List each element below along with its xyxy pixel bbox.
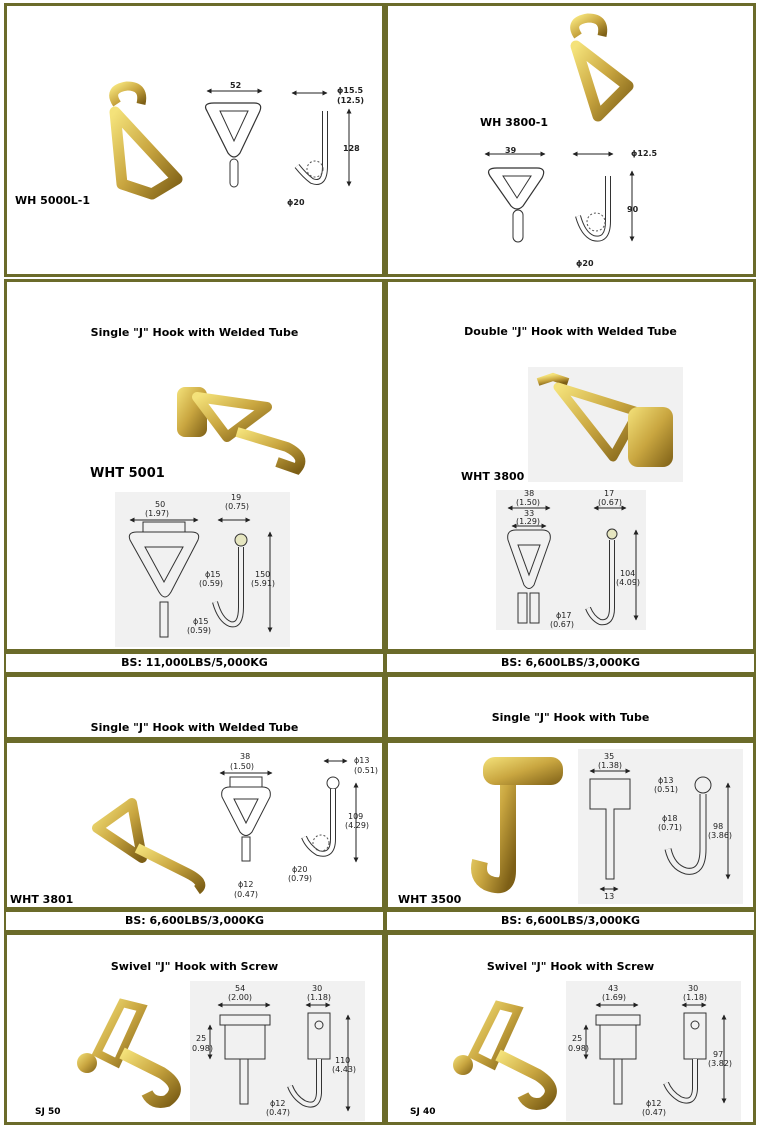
dimension-label: 98 <box>713 822 724 831</box>
dimension-label: 54 <box>235 984 246 993</box>
product-code: WHT 3800 <box>461 470 525 483</box>
dim-height: 90 <box>627 205 639 214</box>
dimension-label: (1.38) <box>598 761 623 770</box>
product-cell-wh3800 <box>385 3 756 277</box>
dimension-label: (1.18) <box>307 993 332 1002</box>
dimension-label: 38 <box>240 752 251 761</box>
dim-width: 39 <box>505 146 517 155</box>
product-title: Swivel "J" Hook with Screw <box>110 960 279 973</box>
hook-photo <box>67 993 192 1113</box>
dimension-label: 17 <box>604 489 615 498</box>
dim-hook: ϕ20 <box>576 259 594 268</box>
dimension-label: (1.18) <box>683 993 708 1002</box>
product-cell-wh5000l <box>4 3 385 277</box>
dimension-label: (1.50) <box>230 762 255 771</box>
dimension-drawing-front <box>485 146 565 256</box>
dimension-label: (1.69) <box>602 993 627 1002</box>
dimension-label: 0.98) <box>568 1044 589 1053</box>
dimension-label: (0.75) <box>225 502 250 511</box>
dimension-label: 35 <box>604 752 615 761</box>
dimension-label: (3.82) <box>708 1059 733 1068</box>
product-code: SJ 50 <box>35 1107 61 1117</box>
dim-width: 52 <box>230 81 242 90</box>
dimension-label: (4.43) <box>332 1065 357 1074</box>
dimension-label: 109 <box>348 812 364 821</box>
dimension-label: (0.59) <box>199 579 224 588</box>
dimension-label: (0.71) <box>658 823 683 832</box>
product-code: WHT 3500 <box>398 893 462 906</box>
dim-top-alt: (12.5) <box>337 96 365 105</box>
dimension-label: (0.67) <box>550 620 575 629</box>
dimension-label: 30 <box>688 984 699 993</box>
product-code: SJ 40 <box>410 1107 436 1117</box>
product-title: Single "J" Hook with Welded Tube <box>90 326 299 339</box>
dimension-drawing <box>566 981 741 1121</box>
dimension-drawing <box>496 490 646 630</box>
dimension-label: (3.86) <box>708 831 733 840</box>
dimension-label: ϕ15 <box>205 570 221 579</box>
dimension-label: 104 <box>620 569 636 578</box>
product-cell-sj50 <box>4 932 385 1125</box>
dimension-label: 33 <box>524 509 535 518</box>
dimension-label: 38 <box>524 489 535 498</box>
hook-photo <box>77 788 217 893</box>
dimension-label: (0.51) <box>354 766 379 775</box>
dimension-drawing-side <box>287 81 377 221</box>
hook-photo <box>167 377 317 472</box>
dimension-label: 30 <box>312 984 323 993</box>
dimension-label: 0.98) <box>192 1044 213 1053</box>
product-title: Double "J" Hook with Welded Tube <box>464 325 677 338</box>
dimension-label: (0.47) <box>266 1108 291 1117</box>
dimension-label: 110 <box>335 1056 351 1065</box>
dimension-label: (0.51) <box>654 785 679 794</box>
dimension-label: (2.00) <box>228 993 253 1002</box>
dimension-label: (0.67) <box>598 498 623 507</box>
product-title: Single "J" Hook with Welded Tube <box>90 721 299 734</box>
dimension-label: ϕ18 <box>662 814 678 823</box>
dim-height: 128 <box>343 144 360 153</box>
product-title: Single "J" Hook with Tube <box>491 711 650 724</box>
dimension-label: (1.29) <box>516 517 541 526</box>
breaking-strength-wht5001: BS: 11,000LBS/5,000KG <box>4 652 385 674</box>
product-code: WHT 5001 <box>90 466 165 481</box>
dimension-label: 25 <box>572 1034 583 1043</box>
dimension-label: 97 <box>713 1050 724 1059</box>
dimension-label: 43 <box>608 984 619 993</box>
product-title: Swivel "J" Hook with Screw <box>486 960 655 973</box>
dim-top: ϕ15.5 <box>337 86 364 95</box>
dimension-label: (1.97) <box>145 509 170 518</box>
product-code: WH 3800-1 <box>480 116 549 129</box>
dimension-label: ϕ12 <box>646 1099 662 1108</box>
dimension-drawing-side <box>568 146 668 271</box>
title-cell-wht3801 <box>4 674 385 740</box>
dimension-drawing-front <box>202 81 282 201</box>
dimension-label: (0.59) <box>187 626 212 635</box>
breaking-strength-wht3800: BS: 6,600LBS/3,000KG <box>385 652 756 674</box>
dimension-label: ϕ12 <box>238 880 254 889</box>
dimension-label: (4.29) <box>345 821 370 830</box>
dimension-label: (0.47) <box>234 890 259 899</box>
dimension-label: (5.91) <box>251 579 276 588</box>
product-cell-wht3500 <box>385 740 756 910</box>
dimension-label: (0.79) <box>288 874 313 883</box>
product-cell-wht3800 <box>385 279 756 652</box>
product-cell-sj40 <box>385 932 756 1125</box>
dim-hook: ϕ20 <box>287 198 305 207</box>
title-cell-wht3500 <box>385 674 756 740</box>
dimension-drawing <box>212 747 387 902</box>
dimension-label: ϕ17 <box>556 611 572 620</box>
hook-photo <box>558 16 658 126</box>
dimension-label: 25 <box>196 1034 207 1043</box>
dim-top: ϕ12.5 <box>631 149 658 158</box>
hook-photo <box>97 84 197 204</box>
dimension-drawing <box>578 749 743 904</box>
dimension-label: ϕ13 <box>354 756 370 765</box>
product-code: WH 5000L-1 <box>15 194 91 207</box>
product-cell-wht3801 <box>4 740 385 910</box>
dimension-label: (0.47) <box>642 1108 667 1117</box>
dimension-label: 19 <box>231 493 242 502</box>
product-code: WHT 3801 <box>10 893 74 906</box>
dimension-label: ϕ15 <box>193 617 209 626</box>
breaking-strength-wht3500: BS: 6,600LBS/3,000KG <box>385 910 756 932</box>
product-cell-wht5001 <box>4 279 385 652</box>
dimension-label: ϕ13 <box>658 776 674 785</box>
breaking-strength-wht3801: BS: 6,600LBS/3,000KG <box>4 910 385 932</box>
dimension-label: ϕ20 <box>292 865 308 874</box>
dimension-label: (4.09) <box>616 578 641 587</box>
dimension-drawing <box>115 492 290 647</box>
hook-photo <box>443 995 568 1115</box>
dimension-label: ϕ12 <box>270 1099 286 1108</box>
hook-photo <box>468 751 578 896</box>
dimension-label: 13 <box>604 892 615 901</box>
dimension-label: 150 <box>255 570 271 579</box>
dimension-label: (1.50) <box>516 498 541 507</box>
dimension-label: 50 <box>155 500 166 509</box>
dimension-drawing <box>190 981 365 1121</box>
hook-photo <box>528 367 683 482</box>
